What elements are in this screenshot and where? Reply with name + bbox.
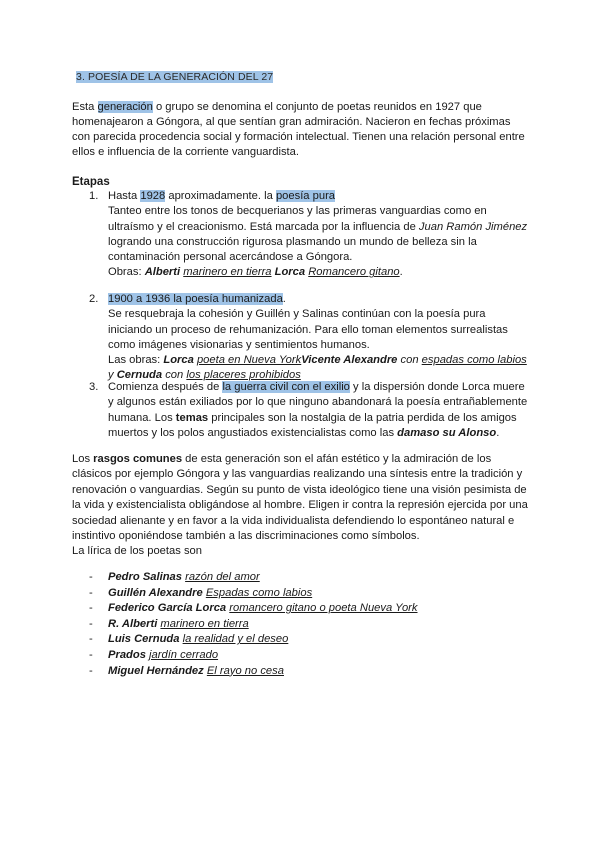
work-title: razón del amor <box>185 571 260 583</box>
text: . <box>399 266 403 279</box>
intro-line-1 <box>72 100 532 115</box>
bold-term: rasgos comunes <box>93 453 183 465</box>
work-title: los placeres prohibidos <box>186 369 301 382</box>
author-name: Lorca <box>163 354 194 367</box>
text: muertos y los polos angustiados existencialistas como las <box>108 426 398 439</box>
work-title: marinero en tierra <box>160 617 249 630</box>
text-line: contaminación personal acercándose a Góngora. <box>108 251 353 264</box>
text: de esta generación son el afán estético y la admiración de los <box>182 453 492 465</box>
list-dash: - <box>89 602 93 615</box>
text: . <box>282 293 286 305</box>
text: con <box>162 369 187 382</box>
text-line: La lírica de los poetas son <box>72 545 202 558</box>
text: y <box>108 369 117 382</box>
list-dash: - <box>89 633 93 646</box>
intro-highlight: generación <box>97 101 153 113</box>
guerra-civil-highlight: la guerra civil con el exilio <box>222 381 350 393</box>
rasgos-paragraph <box>72 452 542 560</box>
year-highlight: 1928 <box>140 190 166 202</box>
text: Las obras: <box>108 354 164 367</box>
author-name: Cernuda <box>116 369 163 382</box>
text: aproximadamente. la <box>165 190 276 202</box>
etapa-1-body <box>108 189 538 281</box>
etapa-2-body <box>108 292 538 384</box>
intro-text: o grupo se denomina el conjunto de poetas reunidos en 1927 que <box>152 101 482 113</box>
work-title: espadas como labios <box>421 354 527 367</box>
author-name: Vicente Alexandre <box>301 354 398 367</box>
poesia-pura-highlight: poesía pura <box>275 190 336 202</box>
poesia-humanizada-highlight: 1900 a 1936 la poesía humanizada <box>108 293 283 305</box>
work-title: romancero gitano o poeta Nueva York <box>229 602 418 615</box>
page-title: 3. POESÍA DE LA GENERACIÓN DEL 27 <box>76 71 274 83</box>
text-line: la vida y existencialista obligándose al hombre. Eligen ir contra la represión ejercida por una <box>72 499 528 512</box>
text-line: renovación o vanguardias. Según su punto de vista ideológico tiene una visión pesimista de <box>72 483 527 496</box>
work-title: poeta en Nueva York <box>196 354 302 367</box>
work-title: Romancero gitano <box>308 266 400 279</box>
list-dash: - <box>89 586 93 599</box>
text: Los <box>72 453 94 465</box>
text-line: logrando una construcción rigurosa plasmando un mundo de belleza sin la <box>108 235 477 248</box>
intro-text: Esta <box>72 101 98 113</box>
text: Comienza después de <box>108 381 223 393</box>
text-line: y algunos están exiliados por lo que ninguno abandonará la poesía entrañablemente <box>108 396 528 409</box>
text-line: Se resquebraja la cohesión y Guillén y Salinas continúan con la poesía pura <box>108 308 486 321</box>
author-name: damaso su Alonso <box>397 426 497 439</box>
text: humana. Los <box>108 411 176 424</box>
text: ultraísmo y el creacionismo. Está marcada por la influencia de <box>108 220 419 233</box>
text-line: iniciando un proceso de rehumanización. Para ello toman elementos surrealistas <box>108 323 508 336</box>
text: Obras: <box>108 266 145 279</box>
author-name: Lorca <box>274 266 306 279</box>
text-line: Tanteo entre los tonos de becquerianos y las primeras vanguardias como en <box>108 205 487 218</box>
list-dash: - <box>89 664 93 677</box>
poet-name: Pedro Salinas <box>108 571 182 583</box>
work-title: marinero en tierra <box>183 266 272 279</box>
etapa-3-body <box>108 380 538 441</box>
work-title: la realidad y el deseo <box>182 633 289 646</box>
etapas-heading: Etapas <box>72 176 110 188</box>
work-title: El rayo no cesa <box>206 664 284 677</box>
poet-name: Miguel Hernández <box>108 664 204 677</box>
text-line: clásicos por ejemplo Góngora y las vanguardias realizando una síntesis entre la tradición y <box>72 468 523 481</box>
poet-name: Luis Cernuda <box>108 633 180 646</box>
author-name: Alberti <box>144 266 181 279</box>
list-number: 1. <box>89 190 99 202</box>
intro-paragraph <box>72 100 532 160</box>
list-dash: - <box>89 571 93 583</box>
text-line: sociedad alienante y en favor a la vida individualista defendiendo lo espontáneo natural e <box>72 514 515 527</box>
intro-line-4: ellos e influencia de la corriente vanguardista. <box>72 146 299 158</box>
text: con <box>397 354 422 367</box>
poet-name: Guillén Alexandre <box>108 586 203 599</box>
poet-name: Prados <box>108 648 146 661</box>
poet-name: Federico García Lorca <box>108 602 227 615</box>
work-title: Espadas como labios <box>205 586 313 599</box>
text: principales son la nostalgia de la patria perdida de los amigos <box>208 411 517 424</box>
text: y la dispersión donde Lorca muere <box>349 381 525 393</box>
list-number: 2. <box>89 293 99 305</box>
poet-name: R. Alberti <box>108 617 158 630</box>
text: . <box>496 426 500 439</box>
author-name: Juan Ramón Jiménez <box>418 220 528 233</box>
text: Hasta <box>108 190 141 202</box>
intro-line-2: homenajearon a Góngora, al que sentían gran admiración. Nacieron en fechas próximas <box>72 116 511 128</box>
text-line: instintivo oponiéndose también a las discriminaciones como símbolos. <box>72 530 420 543</box>
list-number: 3. <box>89 381 99 393</box>
list-dash: - <box>89 617 93 630</box>
list-dash: - <box>89 648 93 661</box>
bold-term: temas <box>175 411 209 424</box>
work-title: jardín cerrado <box>149 648 219 661</box>
text-line: como imágenes visionarias y sentimientos humanos. <box>108 338 370 351</box>
intro-line-3: con parecida procedencia social y formación intelectual. Tienen una relación personal entre <box>72 131 525 143</box>
